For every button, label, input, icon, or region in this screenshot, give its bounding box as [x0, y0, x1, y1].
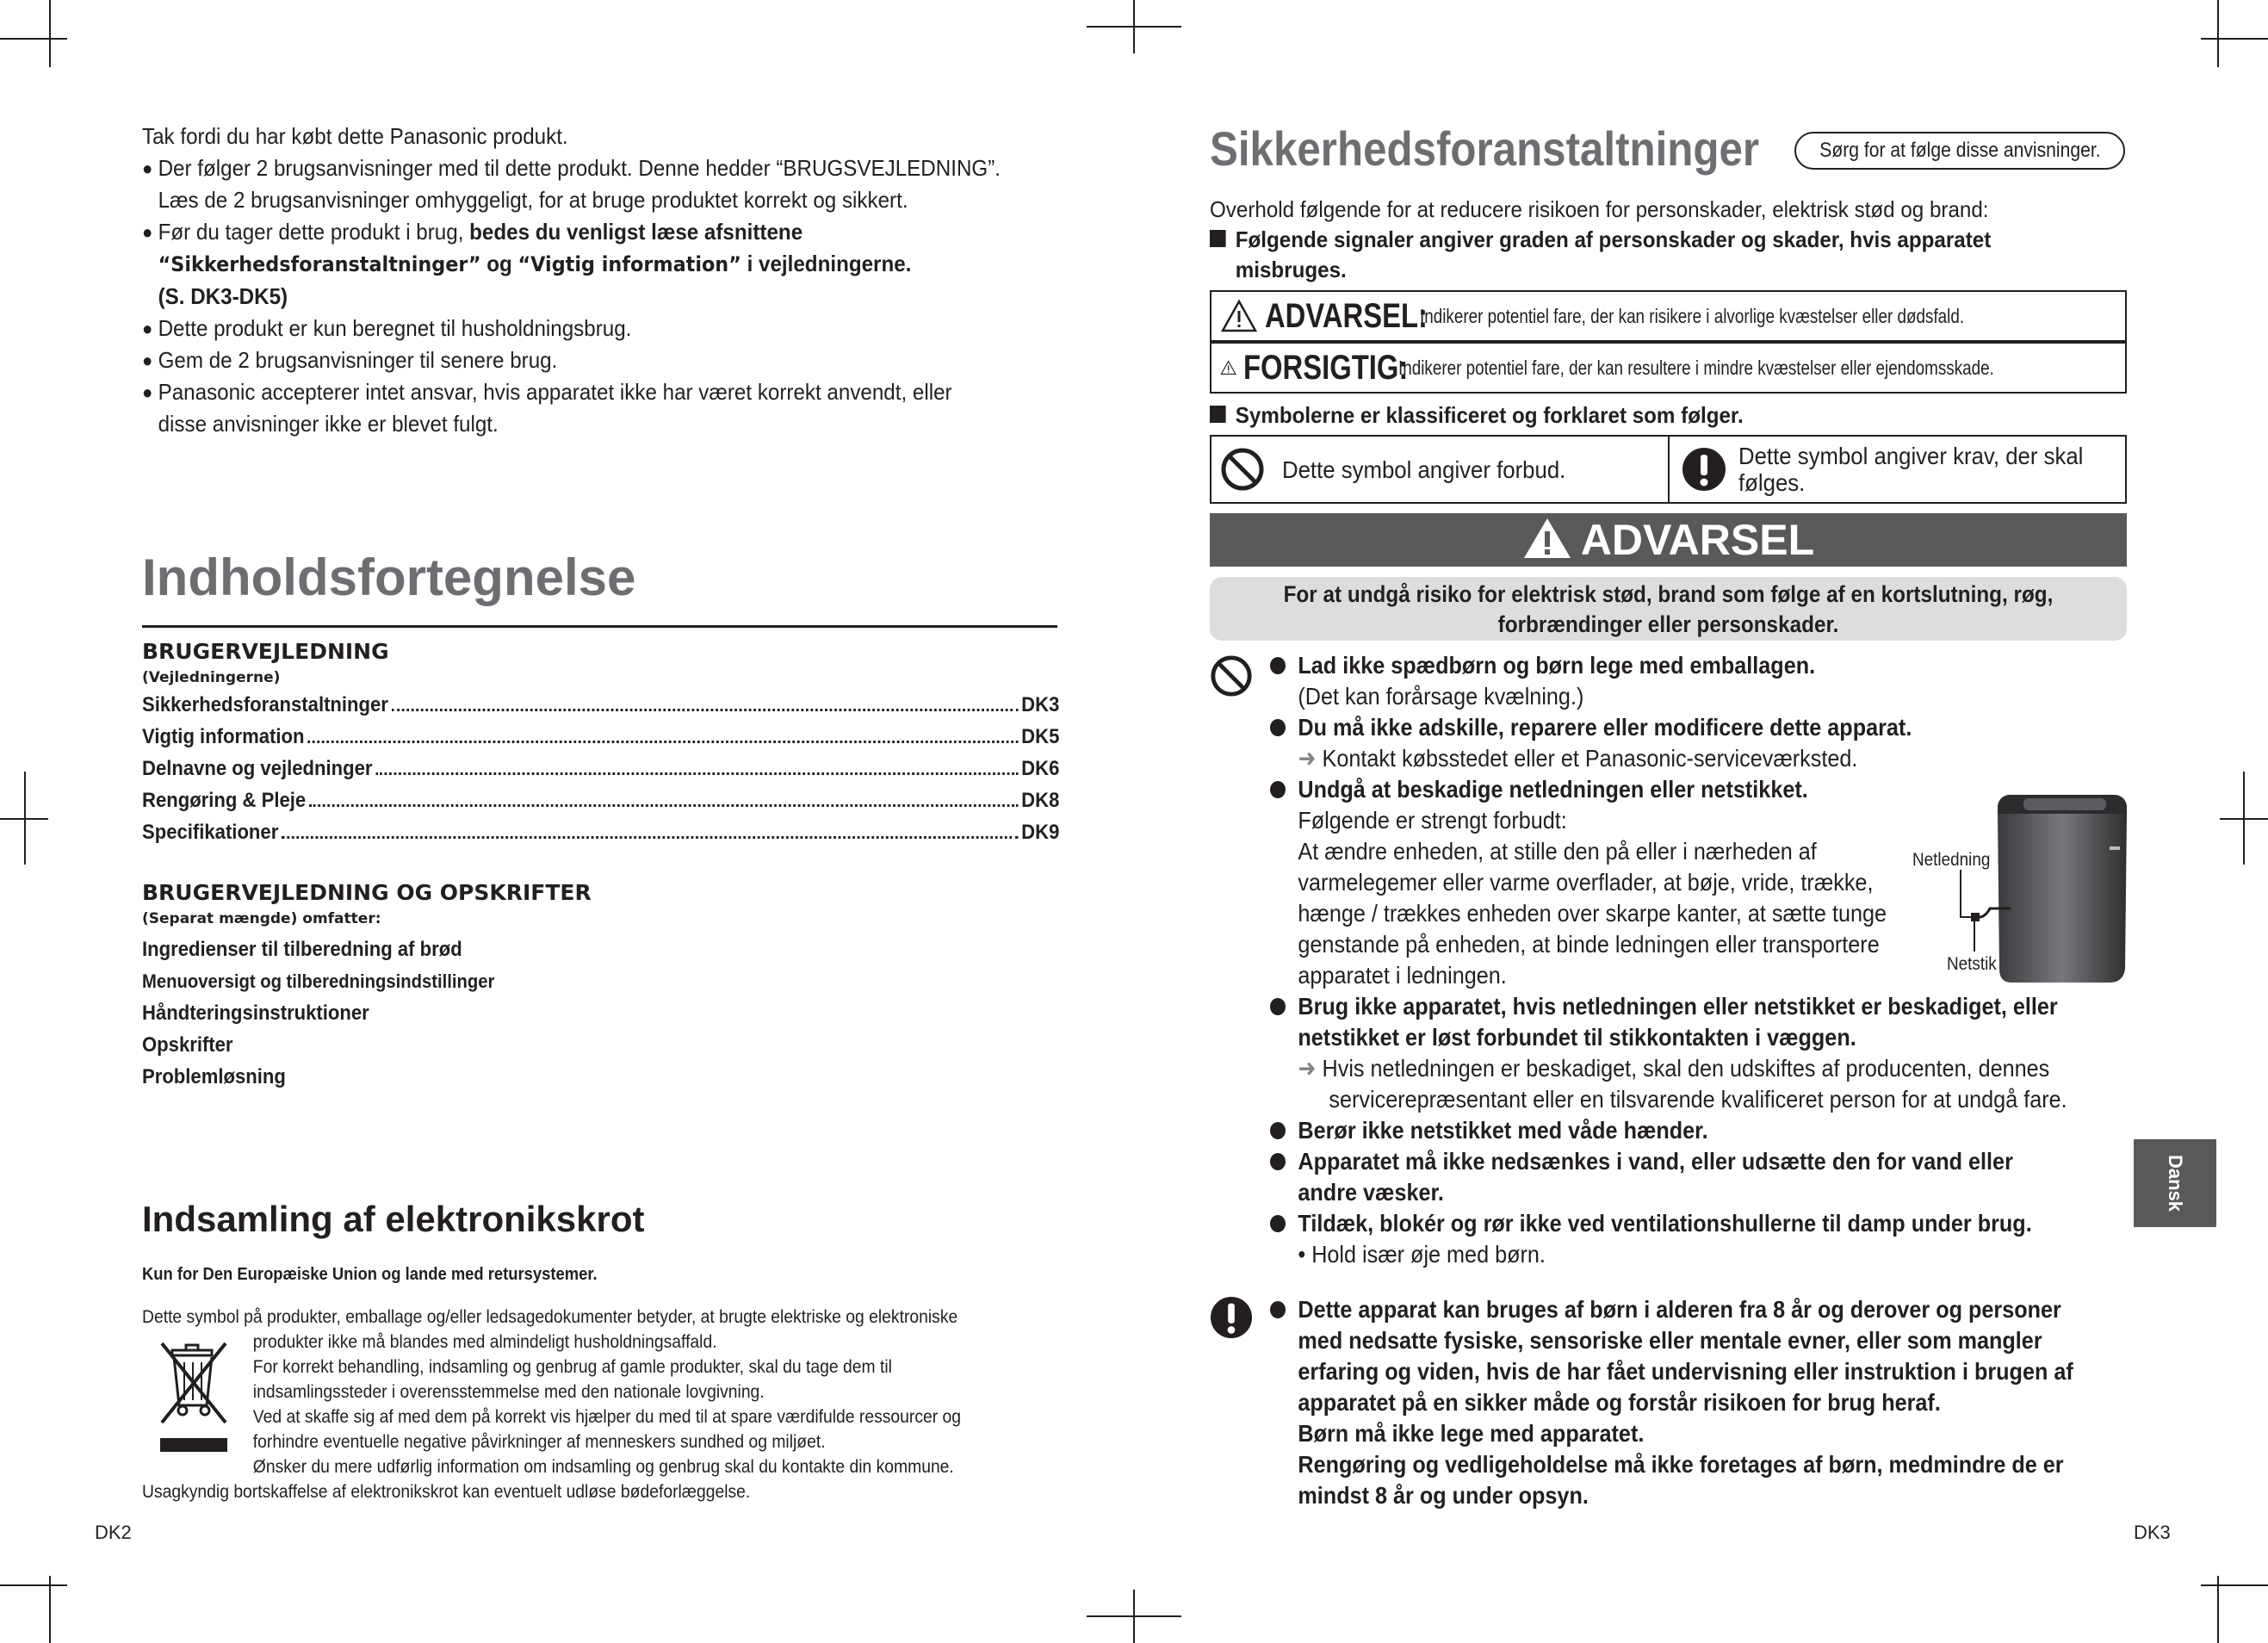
- language-tab: [2134, 1139, 2216, 1227]
- warning-label: ADVARSEL:: [1265, 296, 1428, 335]
- weee-line: forhindre eventuelle negative påvirkninger af menneskers sundhed og miljøet.: [252, 1432, 826, 1452]
- toc-entry-label: Vigtig information: [142, 725, 305, 748]
- bullet-dot: [1270, 998, 1286, 1015]
- crossed-bin-icon: [153, 1333, 232, 1454]
- bullet-dot: [1270, 781, 1286, 798]
- safety-intro: Overhold følgende for at reducere risikoen for personskader, elektrisk stød og brand:: [1210, 196, 1989, 222]
- mandatory-item-text: Dette apparat kan bruges af børn i alderen fra 8 år og derover og personer: [1298, 1296, 2061, 1323]
- advarsel-subheading: [1210, 577, 2127, 641]
- page-number-right: DK3: [2134, 1522, 2171, 1543]
- warning-triangle-icon: [1220, 350, 1236, 385]
- bullet-dot: [1270, 1215, 1286, 1232]
- language-tab-label: Dansk: [2165, 1154, 2186, 1212]
- toc-entry[interactable]: [142, 821, 1059, 852]
- warning-item-subtext: At ændre enheden, at stille den på eller i nærheden af: [1298, 838, 1817, 865]
- toc-leader: [307, 731, 1018, 743]
- intro-bullet-text: ● Der følger 2 brugsanvisninger med til dette produkt. Denne hedder “BRUGSVEJLEDNING”.: [158, 155, 1001, 181]
- intro-bullet-text: bedes du venligst læse afsnittene: [469, 219, 803, 245]
- advarsel-banner-text: ADVARSEL: [1580, 516, 1815, 564]
- warning-item-subtext: genstande på enheden, at binde ledningen eller transportere: [1298, 931, 1880, 958]
- weee-body: [142, 1305, 986, 1504]
- warning-item: [1270, 712, 2131, 774]
- intro-bullet-text: og: [480, 251, 518, 276]
- symbol-mandatory-cell: [1668, 437, 2126, 502]
- warning-item: [1270, 650, 2131, 712]
- toc-plain-list: [142, 933, 494, 1093]
- exclamation-icon: [1682, 447, 1726, 492]
- warning-item-text: netstikket er løst forbundet til stikkontakten i væggen.: [1298, 1024, 1856, 1051]
- intro-bullet-text: ● Panasonic accepterer intet ansvar, hvis apparatet ikke har været korrekt anvendt, eller: [158, 379, 952, 405]
- warning-item-subtext: Følgende er strengt forbudt:: [1298, 807, 1567, 834]
- warning-item-subtext: Hvis netledningen er beskadiget, skal den udskiftes af producenten, dennes: [1322, 1055, 2050, 1082]
- advarsel-subheading-text: forbrændinger eller personskader.: [1497, 611, 1839, 637]
- toc-entry[interactable]: [142, 725, 1059, 757]
- safety-pill-text: Sørg for at følge disse anvisninger.: [1819, 139, 2101, 162]
- toc-entry-page: DK3: [1021, 693, 1060, 716]
- symbol-legend: [1210, 435, 2127, 504]
- weee-line: Dette symbol på produkter, emballage og/eller ledsagedokumenter betyder, at brugte elektriske og elektroniske: [142, 1307, 958, 1327]
- intro-bullet-text: Gem de 2 brugsanvisninger til senere brug.: [158, 347, 558, 373]
- warning-item-text: Apparatet må ikke nedsænkes i vand, eller udsætte den for vand eller: [1298, 1148, 2013, 1175]
- warning-item-text: Undgå at beskadige netledningen eller netstikket.: [1298, 776, 1808, 803]
- warning-item-subtext: servicerepræsentant eller en tilsvarende kvalificeret person for at undgå fare.: [1329, 1086, 2067, 1113]
- toc-entry-page: DK6: [1021, 757, 1060, 780]
- symbol-mandatory-text: følges.: [1738, 469, 1805, 496]
- intro-bullet: [142, 216, 1059, 313]
- mandatory-item-text: Rengøring og vedligeholdelse må ikke foretages af børn, medmindre de er: [1298, 1451, 2064, 1478]
- mandatory-item: [1270, 1294, 2131, 1511]
- toc-entry-label: Sikkerhedsforanstaltninger: [142, 693, 388, 716]
- warning-item-text: Berør ikke netstikket med våde hænder.: [1298, 1117, 1708, 1144]
- warning-item-subtext: apparatet i ledningen.: [1298, 962, 1507, 989]
- warning-item: [1270, 1208, 2131, 1270]
- signals-text: Følgende signaler angiver graden af personskader og skader, hvis apparatet: [1235, 226, 1992, 252]
- bullet-dot: [1270, 1122, 1286, 1139]
- prohibition-icon: [1210, 654, 1253, 698]
- toc-list: [142, 693, 1059, 852]
- mandatory-item-text: mindst 8 år og under opsyn.: [1298, 1482, 1589, 1509]
- weee-subtitle: Kun for Den Europæiske Union og lande med retursystemer.: [142, 1265, 598, 1284]
- weee-title: Indsamling af elektronikskrot: [142, 1199, 645, 1239]
- bullet-dot: [1270, 657, 1286, 674]
- toc-entry[interactable]: [142, 789, 1059, 821]
- weee-line: For korrekt behandling, indsamling og genbrug af gamle produkter, skal du tage dem til: [252, 1357, 892, 1377]
- intro-text: [142, 121, 1059, 440]
- exclamation-icon: [1210, 1296, 1253, 1339]
- intro-bullet-text: “Sikkerhedsforanstaltninger”: [158, 252, 481, 276]
- intro-bullet-text: (S. DK3-DK5): [158, 283, 288, 309]
- intro-bullet-text: disse anvisninger ikke er blevet fulgt.: [158, 411, 499, 437]
- warning-triangle-icon: [1220, 299, 1258, 333]
- weee-line: Ved at skaffe sig af med dem på korrekt vis hjælper du med til at spare værdifulde ressourcer og: [252, 1407, 962, 1427]
- warning-description: Indikerer potentiel fare, der kan risikere i alvorlige kvæstelser eller dødsfald.: [1420, 304, 1965, 327]
- toc-section-subheading: (Separat mængde) omfatter:: [142, 910, 381, 927]
- toc-entry[interactable]: [142, 693, 1059, 725]
- warning-item-text: andre væsker.: [1298, 1179, 1444, 1206]
- warning-item-subtext: • Hold især øje med børn.: [1298, 1241, 1546, 1268]
- symbol-mandatory-text: Dette symbol angiver krav, der skal: [1738, 443, 2083, 469]
- warning-item: [1270, 991, 2131, 1115]
- safety-title: Sikkerhedsforanstaltninger: [1210, 121, 1760, 176]
- bullet-dot: [1270, 1301, 1286, 1318]
- warning-item-text: Brug ikke apparatet, hvis netledningen eller netstikket er beskadiget, eller: [1298, 993, 2058, 1020]
- weee-line: Ønsker du mere udførlig information om indsamling og genbrug skal du kontakte din kommune.: [252, 1457, 954, 1477]
- arrow-right-icon: ➜: [1298, 1055, 1317, 1082]
- toc-entry-page: DK5: [1021, 725, 1060, 748]
- intro-bullet-text: Læs de 2 brugsanvisninger omhyggeligt, for at bruge produktet korrekt og sikkert.: [158, 187, 908, 213]
- toc-plain-item: Menuoversigt og tilberedningsindstillinger: [142, 970, 495, 992]
- square-bullet-icon: [1210, 230, 1226, 247]
- intro-bullet-text: “Vigtig information”: [517, 252, 741, 276]
- warning-level-row: [1210, 290, 2127, 342]
- prohibition-icon: [1220, 447, 1265, 492]
- intro-thanks: Tak fordi du har købt dette Panasonic produkt.: [142, 123, 568, 149]
- warning-item-text: Lad ikke spædbørn og børn lege med emballagen.: [1298, 652, 1816, 679]
- toc-plain-item: Problemløsning: [142, 1065, 286, 1088]
- toc-entry-label: Delnavne og vejledninger: [142, 757, 373, 780]
- intro-bullet-text: i vejledningerne.: [741, 251, 912, 276]
- warning-item-subtext: (Det kan forårsage kvælning.): [1298, 683, 1584, 710]
- toc-section-subheading: (Vejledningerne): [142, 669, 281, 686]
- warning-item: [1270, 1115, 2131, 1146]
- mandatory-item-text: apparatet på en sikker måde og forstår risikoen for brug heraf.: [1298, 1389, 1941, 1416]
- warning-item-subtext: varmelegemer eller varme overflader, at bøje, vride, trække,: [1298, 869, 1874, 896]
- toc-section-heading: BRUGERVEJLEDNING: [142, 639, 389, 664]
- toc-leader: [309, 795, 1019, 807]
- warning-item: [1270, 1146, 2131, 1208]
- symbols-heading: [1210, 400, 1744, 431]
- warning-item-subtext: hænge / trækkes enheden over skarpe kanter, at sætte tunge: [1298, 900, 1887, 927]
- toc-entry-label: Rengøring & Pleje: [142, 789, 307, 812]
- warning-triangle-icon: [1522, 517, 1572, 560]
- toc-divider: [142, 625, 1057, 628]
- bullet-dot: [1270, 719, 1286, 736]
- symbol-prohibit-cell: [1211, 437, 1668, 502]
- symbol-prohibit-text: Dette symbol angiver forbud.: [1282, 456, 1566, 483]
- toc-entry[interactable]: [142, 757, 1059, 789]
- toc-plain-item: Opskrifter: [142, 1033, 233, 1057]
- mandatory-item-text: Børn må ikke lege med apparatet.: [1298, 1420, 1645, 1447]
- weee-line: produkter ikke må blandes med almindeligt husholdningsaffald.: [252, 1332, 717, 1352]
- page-number-left: DK2: [95, 1522, 132, 1543]
- intro-bullet-text: Dette produkt er kun beregnet til husholdningsbrug.: [158, 315, 632, 341]
- toc-entry-page: DK8: [1021, 789, 1060, 812]
- weee-line: indsamlingssteder i overensstemmelse med den nationale lovgivning.: [252, 1382, 765, 1402]
- intro-bullet: [142, 376, 1059, 440]
- advarsel-banner: [1210, 513, 2127, 567]
- toc-plain-item: Ingredienser til tilberedning af brød: [142, 938, 462, 961]
- toc-leader: [392, 699, 1019, 711]
- toc-title: Indholdsfortegnelse: [142, 549, 636, 606]
- toc-plain-item: Håndteringsinstruktioner: [142, 1001, 369, 1025]
- toc-leader: [375, 763, 1018, 775]
- weee-line: Usagkyndig bortskaffelse af elektronikskrot kan eventuelt udløse bødeforlæggelse.: [142, 1482, 751, 1502]
- mandatory-item-text: erfaring og viden, hvis de har fået undervisning eller instruktion i brugen af: [1298, 1358, 2073, 1385]
- warning-item-text: Tildæk, blokér og rør ikke ved ventilationshullerne til damp under brug.: [1298, 1210, 2032, 1237]
- advarsel-subheading-text: For at undgå risiko for elektrisk stød, brand som følge af en kortslutning, røg,: [1283, 581, 2054, 607]
- safety-pill: [1794, 132, 2125, 170]
- bullet-dot: [1270, 1153, 1286, 1170]
- mandatory-item-text: med nedsatte fysiske, sensoriske eller mentale evner, eller som mangler: [1298, 1327, 2042, 1354]
- symbols-heading-text: Symbolerne er klassificeret og forklaret som følger.: [1235, 402, 1744, 428]
- square-bullet-icon: [1210, 406, 1226, 423]
- intro-bullet: [142, 313, 1059, 344]
- label-netstik: Netstik: [1947, 954, 1997, 974]
- toc-section-heading: BRUGERVEJLEDNING OG OPSKRIFTER: [142, 880, 592, 905]
- caution-label: FORSIGTIG:: [1243, 348, 1409, 387]
- label-netledning: Netledning: [1912, 850, 1991, 870]
- arrow-right-icon: ➜: [1298, 745, 1317, 772]
- caution-description: Indikerer potentiel fare, der kan resultere i mindre kvæstelser eller ejendomsskade.: [1398, 356, 1995, 379]
- warning-item-text: Du må ikke adskille, reparere eller modificere dette apparat.: [1298, 714, 1912, 741]
- signals-heading: [1210, 225, 1991, 285]
- intro-bullet-text: Før du tager dette produkt i brug,: [158, 219, 470, 245]
- warning-item-subtext: Kontakt købsstedet eller et Panasonic-serviceværksted.: [1322, 745, 1858, 772]
- signals-text: misbruges.: [1235, 257, 1347, 282]
- toc-leader: [282, 827, 1019, 839]
- toc-entry-label: Specifikationer: [142, 821, 279, 844]
- power-cord-illustration: [1959, 870, 2019, 964]
- caution-level-row: [1210, 342, 2127, 394]
- intro-bullet: [142, 344, 1059, 376]
- toc-entry-page: DK9: [1021, 821, 1060, 844]
- intro-bullet: [142, 152, 1059, 216]
